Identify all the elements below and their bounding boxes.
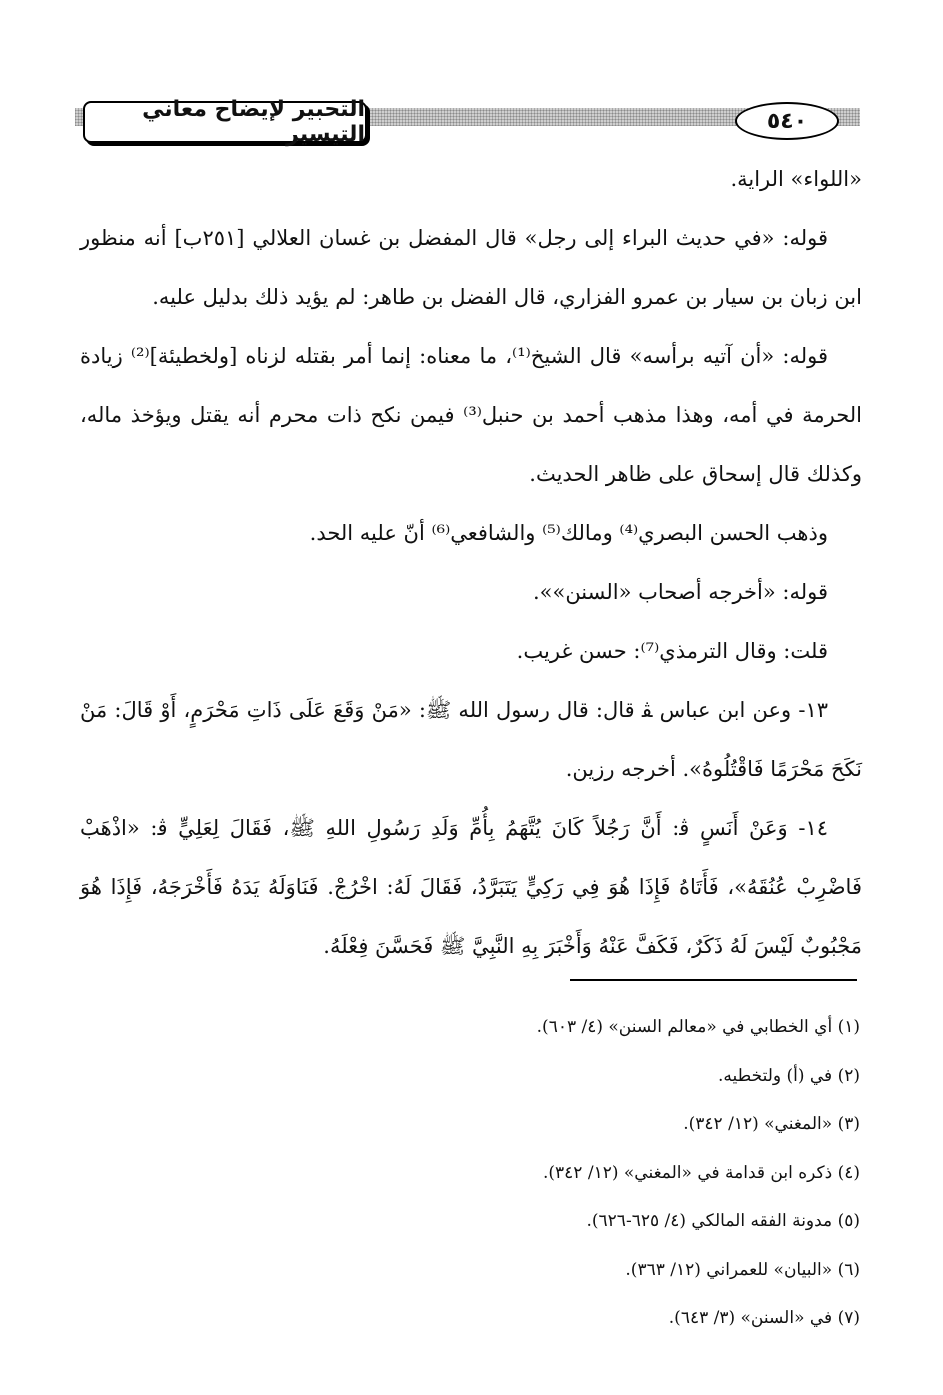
page-number-frame: [735, 102, 839, 140]
main-text: [80, 150, 862, 976]
footnotes: [80, 1013, 860, 1353]
paragraph: قوله: «في حديث البراء إلى رجل» قال المفضل بن غسان العلالي [٢٥١ب] أنه منظور ابن زبان بن سيار بن عمرو الفزاري، قال الفضل بن طاهر: لم يؤيد ذلك بدليل عليه.: [80, 226, 862, 309]
footnote: (٢) في (أ) ولتخطيه.: [718, 1065, 860, 1086]
footnote: (٤) ذكره ابن قدامة في «المغني» (١٢/ ٣٤٢).: [543, 1162, 860, 1183]
book-title: التحبير لإيضاح معاني التيسير: [142, 97, 365, 147]
paragraph: قوله: «أخرجه أصحاب «السنن»».: [532, 580, 828, 604]
paragraph: قلت: وقال الترمذي⁽⁷⁾: حسن غريب.: [516, 639, 828, 663]
hadith-13: ١٣- وعن ابن عباس ﭭ قال: قال رسول الله ﷺ: «مَنْ وَقَعَ عَلَى ذَاتِ مَحْرَمٍ، أَوْ قَالَ: مَنْ نَكَحَ مَحْرَمًا فَاقْتُلُوهُ». أخرجه رزين.: [80, 698, 862, 781]
footnote: (٦) «البيان» للعمراني (١٢/ ٣٦٣).: [625, 1259, 860, 1280]
footnote: (٣) «المغني» (١٢/ ٣٤٢).: [683, 1114, 860, 1134]
paragraph: قوله: «أن آتيه برأسه» قال الشيخ⁽¹⁾، ما معناه: إنما أمر بقتله لزناه [ولخطيئة]⁽²⁾ زيادة الحرمة في أمه، وهذا مذهب أحمد بن حنبل⁽³⁾ فيمن نكح ذات محرم أنه يقتل ويؤخذ ماله، وكذلك قال إسحاق على ظاهر الحديث.: [80, 344, 862, 486]
hadith-14: ١٤- وَعَنْ أَنَسٍ ﭬ: أَنَّ رَجُلاً كَانَ يُتَّهَمُ بِأُمِّ وَلَدِ رَسُولِ اللهِ ﷺ، فَقَالَ لِعَلِيٍّ ﭬ: «اذْهَبْ فَاضْرِبْ عُنُقَهُ»، فَأَتَاهُ فَإِذَا هُوَ فِي رَكِيٍّ يَتَبَرَّدُ، فَقَالَ لَهُ: اخْرُجْ. فَنَاوَلَهُ يَدَهُ فَأَخْرَجَهُ، فَإِذَا هُوَ مَجْبُوبٌ لَيْسَ لَهُ ذَكَرٌ، فَكَفَّ عَنْهُ وَأَخْبَرَ بِهِ النَّبِيَّ ﷺ فَحَسَّنَ فِعْلَهُ.: [80, 816, 862, 958]
footnote: (٥) مدونة الفقه المالكي (٤/ ٦٢٥-٦٢٦).: [586, 1211, 860, 1231]
page-number: ٥٤٠: [766, 108, 808, 134]
book-title-frame: [83, 97, 367, 147]
running-header: [75, 97, 860, 147]
paragraph: وذهب الحسن البصري⁽⁴⁾ ومالك⁽⁵⁾ والشافعي⁽⁶⁾ أنّ عليه الحد.: [309, 521, 828, 545]
paragraph: «اللواء» الراية.: [730, 167, 862, 191]
footnote: (١) أي الخطابي في «معالم السنن» (٤/ ٦٠٣).: [536, 1017, 860, 1037]
footnote-separator: [570, 979, 857, 981]
footnote: (٧) في «السنن» (٣/ ٦٤٣).: [668, 1308, 860, 1328]
